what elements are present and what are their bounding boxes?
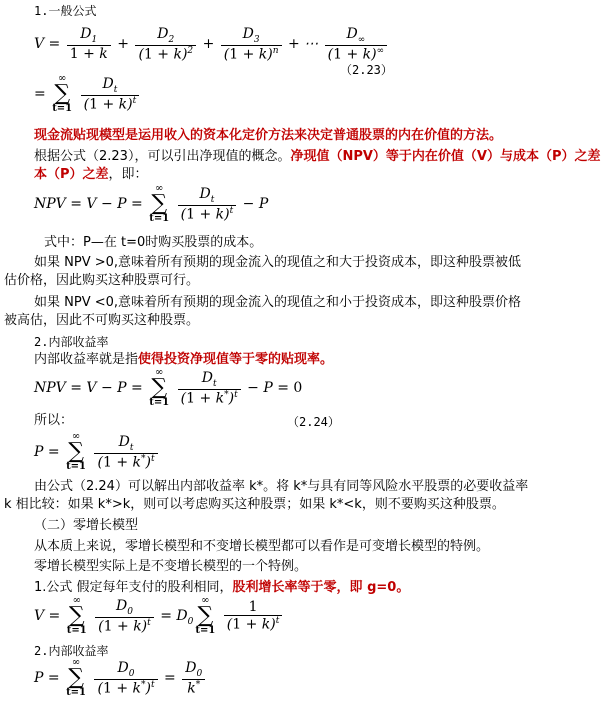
paragraph-npv-negative-cont: 被高估，因此不可购买这种股票。 bbox=[4, 313, 200, 328]
section-heading-irr-zero-growth: 2.内部收益率 bbox=[34, 644, 109, 658]
paragraph-variable-p: 式中：P—在 t=0时购买股票的成本。 bbox=[44, 235, 263, 250]
section-heading-general-formula: 1.一般公式 bbox=[34, 4, 97, 18]
paragraph-npv-intro bbox=[34, 149, 601, 165]
paragraph-irr-definition bbox=[34, 352, 333, 368]
paragraph-zero-growth-special-case: 从本质上来说，零增长模型和不变增长模型都可以看作是可变增长模型的特例。 bbox=[34, 539, 490, 554]
section-heading-zero-growth: （二）零增长模型 bbox=[34, 518, 139, 533]
formula-2-23-line1: V = $\frac{D_1}{1 + k}$ + $\frac{D_2}{(1 + k)^2}$ + $\frac{D_3}{(1 + k)^n}$ + ⋯ $\frac{D_\infty}{(1 + k)^\infty}$ bbox=[34, 26, 389, 62]
paragraph-npv-intro-cont bbox=[34, 167, 148, 183]
text-ie: ，即： bbox=[108, 167, 148, 182]
equation-number-2-24: （2.24） bbox=[287, 415, 340, 429]
paragraph-npv-positive-cont: 估价格，因此购买这种股票可行。 bbox=[4, 273, 200, 288]
text-npv-intro: 根据公式（2.23），可以引出净现值的概念。 bbox=[34, 149, 291, 164]
section-heading-irr: 2.内部收益率 bbox=[34, 335, 109, 349]
formula-zero-growth-value: V = ∞ ∑ t=1 $\frac{D_0}{(1 + k)^t}$ = $D_0$ ∞ ∑ t=1 $\frac{1}{(1 + k)^t}$ bbox=[34, 596, 284, 636]
paragraph-dcf-definition: 现金流贴现模型是运用收入的资本化定价方法来决定普通股票的内在价值的方法。 bbox=[34, 128, 503, 143]
text-npv-definition: 净现值（NPV）等于内在价值（V）与成本（P）之差 bbox=[290, 149, 601, 164]
formula-zero-growth-price: P = ∞ ∑ t=1 $\frac{D_0}{(1 + k^*)^t}$ = $\frac{D_0}{k^*}$ bbox=[34, 658, 207, 698]
paragraph-npv-positive: 如果 NPV >0,意味着所有预期的现金流入的现值之和大于投资成本，即这种股票被低 bbox=[34, 255, 522, 270]
formula-npv: NPV = V − P = ∞ ∑ t=1 $\frac{D_t}{(1 + k)^t}$ − P bbox=[34, 183, 269, 224]
text-irr-intro: 内部收益率就是指 bbox=[34, 352, 139, 367]
formula-npv-zero: NPV = V − P = ∞ ∑ t=1 $\frac{D_t}{(1 + k^*)^t}$ − P = 0 bbox=[34, 367, 303, 408]
formula-2-24: P = ∞ ∑ t=1 $\frac{D_t}{(1 + k^*)^t}$ bbox=[34, 432, 160, 472]
formula-2-23-line2: = ∞ ∑ t=1 $\frac{D_t}{(1 + k)^t}$ bbox=[34, 74, 141, 114]
paragraph-zero-growth-formula bbox=[34, 580, 409, 596]
text-formula-assumption: 1.公式 假定每年支付的股利相同， bbox=[34, 580, 233, 595]
equation-number-2-23: （2.23） bbox=[340, 63, 393, 77]
text-irr-definition: 使得投资净现值等于零的贴现率。 bbox=[138, 352, 334, 367]
paragraph-so: 所以： bbox=[34, 413, 74, 428]
paragraph-irr-solve: 由公式（2.24）可以解出内部收益率 k*。将 k*与具有同等风险水平股票的必要收益率 bbox=[34, 479, 529, 494]
text-growth-zero: 股利增长率等于零，即 g=0。 bbox=[232, 580, 410, 595]
paragraph-zero-growth-constant: 零增长模型实际上是不变增长模型的一个特例。 bbox=[34, 559, 308, 574]
paragraph-npv-negative: 如果 NPV <0,意味着所有预期的现金流入的现值之和小于投资成本，即这种股票价格 bbox=[34, 295, 522, 310]
paragraph-irr-compare: k 相比较：如果 k*>k，则可以考虑购买这种股票；如果 k*<k，则不要购买这种股票。 bbox=[4, 497, 505, 512]
text-npv-definition-cont: 本（P）之差 bbox=[34, 167, 109, 182]
